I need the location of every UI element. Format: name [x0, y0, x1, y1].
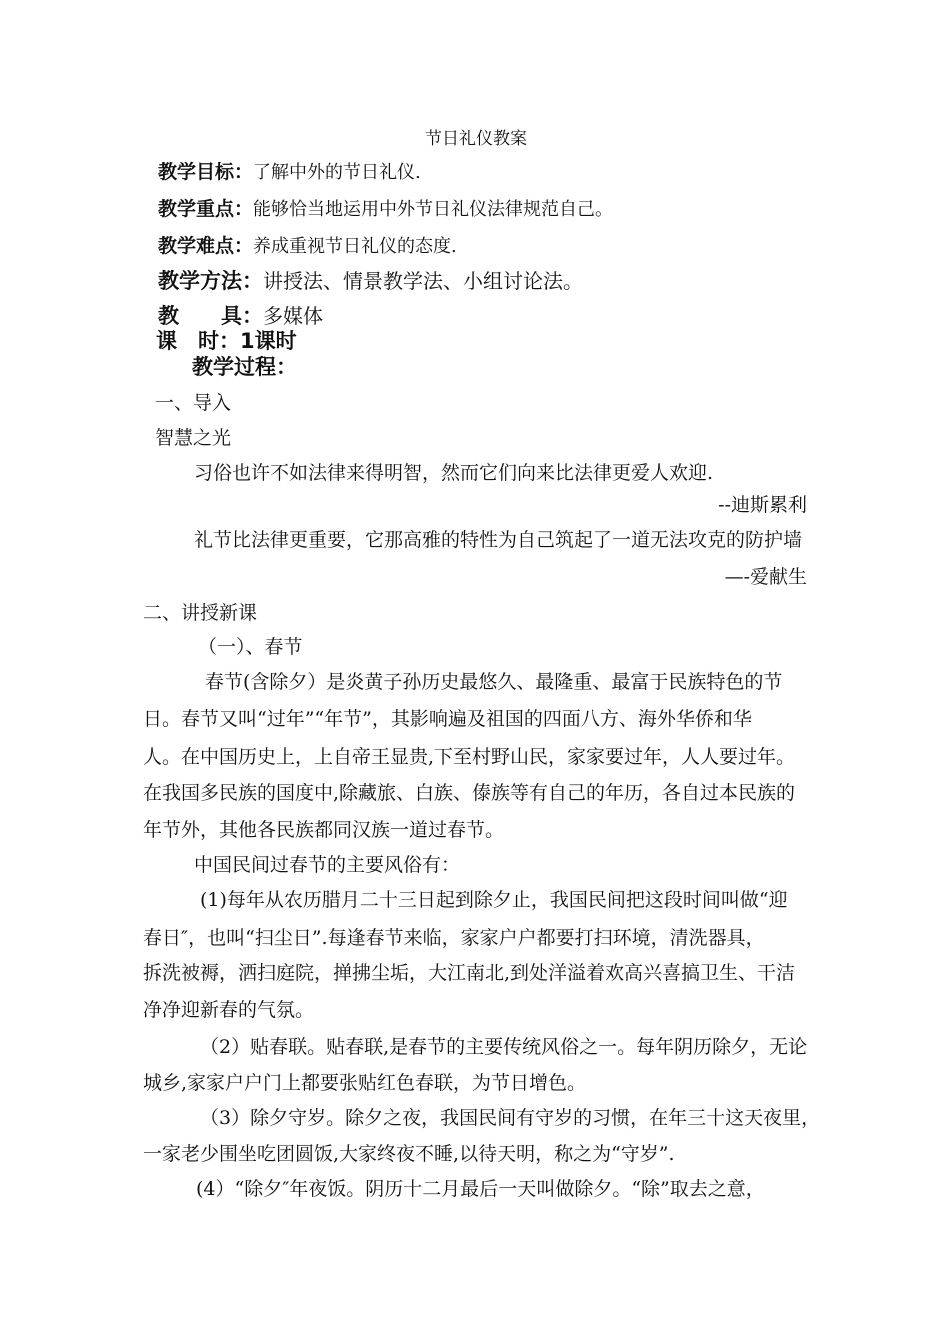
meta-value: 养成重视节日礼仪的态度. — [253, 236, 457, 257]
meta-row-hours — [156, 328, 297, 355]
custom2-line: 城乡,家家户户门上都要张贴红色春联，为节日增色。 — [143, 1072, 587, 1094]
meta-row-objective — [158, 159, 421, 186]
custom2-line: （2）贴春联。贴春联,是春节的主要传统风俗之一。每年阴历除夕，无论 — [200, 1036, 808, 1058]
quote-1-author: --迪斯累利 — [718, 494, 807, 516]
meta-value: 能够恰当地运用中外节日礼仪法律规范自己。 — [253, 199, 614, 220]
custom1-line: 春日″，也叫“扫尘日”.每逢春节来临，家家户户都要打扫环境，清洗器具， — [143, 927, 765, 949]
meta-value: 1课时 — [240, 329, 297, 353]
meta-label: 课 时： — [156, 329, 240, 353]
customs-intro: 中国民间过春节的主要风俗有： — [194, 854, 461, 876]
section2-heading: 二、讲授新课 — [143, 602, 258, 624]
meta-label: 教学重点： — [158, 198, 254, 220]
meta-label: 教 具： — [158, 304, 263, 328]
custom1-line: 拆洗被褥，洒扫庭院，掸拂尘垢，大江南北,到处洋溢着欢高兴喜搞卫生、干洁 — [143, 962, 796, 984]
meta-row-method — [158, 268, 583, 295]
meta-value: 讲授法、情景教学法、小组讨论法。 — [263, 269, 583, 293]
custom4-line: (4）“除夕″年夜饭。阴历十二月最后一天叫做除夕。“除”取去之意， — [196, 1178, 765, 1200]
meta-value: 了解中外的节日礼仪. — [253, 162, 421, 183]
meta-label: 教学难点： — [158, 235, 254, 257]
para-line: 在我国多民族的国度中,除藏旅、白族、傣族等有自己的年历，各自过本民族的 — [143, 782, 796, 804]
section2-sub1: （一）、春节 — [198, 636, 303, 658]
quote-1: 习俗也许不如法律来得明智，然而它们向来比法律更爱人欢迎. — [194, 462, 714, 484]
meta-label: 教学方法： — [158, 269, 263, 293]
section1-heading: 一、导入 — [155, 392, 232, 414]
quote-2-author: —-爱献生 — [724, 566, 807, 588]
quote-2: 礼节比法律更重要，它那高雅的特性为自己筑起了一道无法攻克的防护墙 — [194, 529, 803, 551]
meta-row-difficulty — [158, 233, 457, 260]
para-line: 日。春节又叫“过年”“年节”，其影响遍及祖国的四面八方、海外华侨和华 — [143, 708, 752, 730]
para-line: 春节(含除夕）是炎黄子孙历史最悠久、最隆重、最富于民族特色的节 — [205, 671, 783, 693]
custom3-line: 一家老少围坐吃团圆饭,大家终夜不睡,以待天明，称之为“守岁”. — [143, 1143, 675, 1165]
custom1-line: 净净迎新春的气氛。 — [143, 999, 315, 1021]
custom1-line: (1)每年从农历腊月二十三日起到除夕止，我国民间把这段时间叫做“迎 — [200, 889, 788, 911]
meta-row-tools — [158, 303, 323, 330]
section1-subheading: 智慧之光 — [155, 427, 232, 449]
para-line: 年节外，其他各民族都同汉族一道过春节。 — [143, 819, 505, 841]
document-title: 节日礼仪教案 — [425, 129, 527, 149]
meta-value: 多媒体 — [263, 304, 323, 328]
custom3-line: （3）除夕守岁。除夕之夜，我国民间有守岁的习惯，在年三十这天夜里， — [200, 1107, 821, 1129]
meta-row-focus — [158, 196, 613, 223]
process-heading: 教学过程： — [192, 355, 297, 379]
meta-label: 教学目标： — [158, 161, 254, 183]
para-line: 人。在中国历史上，上自帝王显贵,下至村野山民，家家要过年，人人要过年。 — [143, 746, 796, 768]
